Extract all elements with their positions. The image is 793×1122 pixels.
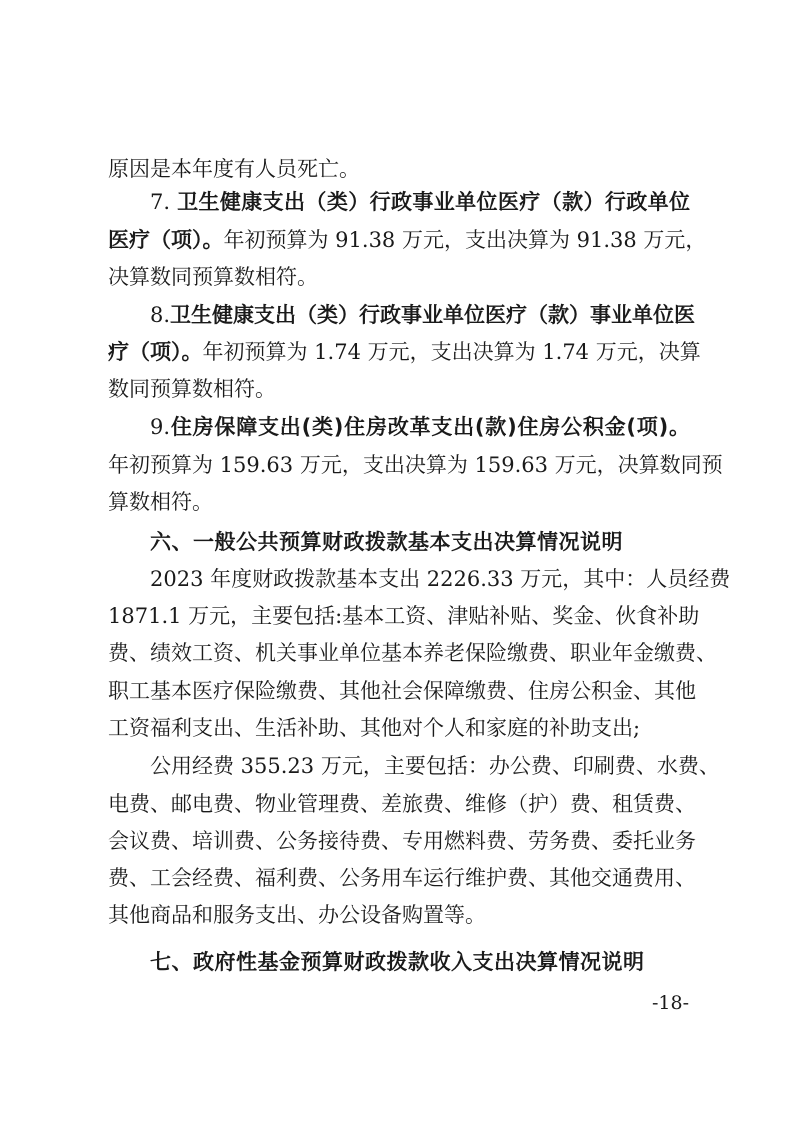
text: 算数相符。 [108, 490, 213, 514]
text: 职工基本医疗保险缴费、其他社会保障缴费、住房公积金、其他 [108, 679, 696, 703]
text: 年初预算为 91.38 万元，支出决算为 91.38 万元， [223, 228, 707, 252]
text: 9. [150, 415, 171, 439]
bold-text: 卫生健康支出（类）行政事业单位医疗（款）行政单位 [177, 190, 691, 214]
paragraph-line [108, 639, 717, 667]
bold-text: 医疗（项）。 [108, 228, 224, 252]
paragraph-line [108, 263, 690, 291]
paragraph-line [150, 301, 696, 329]
paragraph-line [108, 864, 696, 892]
paragraph-line [108, 602, 700, 630]
paragraph-line [108, 790, 696, 818]
paragraph-line [108, 714, 690, 742]
paragraph-line [108, 226, 707, 254]
text: 六、一般公共预算财政拨款基本支出决算情况说明 [150, 530, 623, 554]
paragraph-line [108, 901, 690, 929]
paragraph-line [150, 188, 690, 216]
paragraph-line [108, 451, 723, 479]
text: 费、绩效工资、机关事业单位基本养老保险缴费、职业年金缴费、 [108, 641, 717, 665]
text: 数同预算数相符。 [108, 377, 276, 401]
text: 7. [150, 190, 178, 214]
text: 工资福利支出、生活补助、其他对个人和家庭的补助支出; [108, 716, 641, 740]
text: 电费、邮电费、物业管理费、差旅费、维修（护）费、租赁费、 [108, 792, 696, 816]
paragraph-line [108, 338, 701, 366]
page-number: -18- [652, 992, 690, 1014]
text: 会议费、培训费、公务接待费、专用燃料费、劳务费、委托业务 [108, 829, 696, 853]
bold-text: 卫生健康支出（类）行政事业单位医疗（款）事业单位医 [170, 303, 696, 327]
bold-text: 住房保障支出(类)住房改革支出(款)住房公积金(项)。 [170, 415, 690, 439]
text: 2023 年度财政拨款基本支出 2226.33 万元，其中：人员经费 [150, 567, 731, 591]
text: 其他商品和服务支出、办公设备购置等。 [108, 903, 486, 927]
bold-text: 疗（项）。 [108, 340, 203, 364]
paragraph-line [150, 565, 731, 593]
paragraph-line [150, 752, 720, 780]
text: 原因是本年度有人员死亡。 [108, 157, 360, 181]
text: 8. [150, 303, 171, 327]
text: 年初预算为 159.63 万元，支出决算为 159.63 万元，决算数同预 [108, 453, 723, 477]
paragraph-line [108, 375, 690, 403]
paragraph-line [150, 413, 690, 441]
paragraph-line [108, 488, 690, 516]
section-heading [150, 528, 690, 556]
paragraph-line [108, 827, 696, 855]
paragraph-line [108, 155, 690, 183]
text: 费、工会经费、福利费、公务用车运行维护费、其他交通费用、 [108, 866, 696, 890]
text: 七、政府性基金预算财政拨款收入支出决算情况说明 [150, 950, 645, 974]
text: 1871.1 万元，主要包括:基本工资、津贴补贴、奖金、伙食补助 [108, 604, 700, 628]
text: 决算数同预算数相符。 [108, 265, 318, 289]
paragraph-line [108, 677, 696, 705]
text: 年初预算为 1.74 万元，支出决算为 1.74 万元，决算 [202, 340, 701, 364]
section-heading [150, 948, 690, 976]
text: 公用经费 355.23 万元，主要包括：办公费、印刷费、水费、 [150, 754, 720, 778]
